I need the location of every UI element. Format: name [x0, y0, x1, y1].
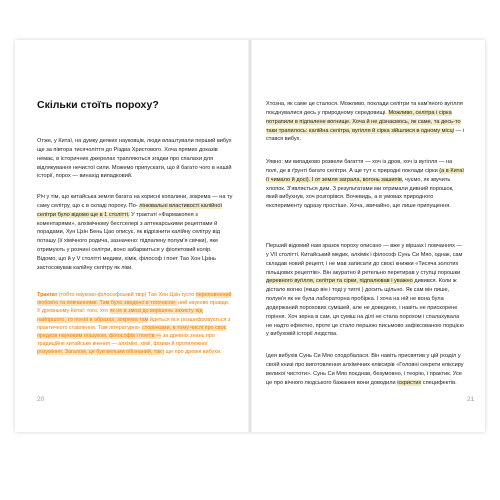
right-paragraph-4-start: Ідея вибухів Сунь Си Мяо сподобалася. Він навіть присвятив у цій розділ у своїй книзі про виготовлення алхімічних еліксирів «Головні секрети еліксиру великої чистоти». Сунь Си Мяо поєднав, безумовно, і теорію, і практик. Усе це про вічного людського бажання вони доводили	[266, 353, 464, 386]
right-paragraph-2-start: Уявно: ми випадково розвели багаття — хоч із дров, хоч із вугілля — на полі, де в ґрунті багато селітри. А ще тут є природні поклади сірки	[266, 159, 453, 174]
right-page	[250, 40, 485, 432]
sidenote-text: йдеться все розшифровується з практичного ставлення. Там літературно-	[37, 316, 231, 331]
sidenote-highlight: розуміння. Загалом, це був вельми обізнаний, так і	[37, 349, 165, 356]
left-paragraph-2	[37, 193, 233, 273]
sidenote-highlight: переповнений любов'ю та повчаннями. Там було зведено в тогочасне-	[37, 292, 232, 307]
right-paragraph-1-end: — і стався вибух.	[266, 127, 464, 143]
right-paragraph-3-start: Перший відомий нам зразок пороху описано — вже у віршах і повчаннях — у VII столітті. Китайський медик, алхімік і філософ Сунь Си Мяо, однак, сам складав новий рецепт, і не мав записати до своєї книжки «Тисяча золотих пільщових рецептів». Він акуратно й ретельно перетирав у ступці порошки	[266, 243, 463, 276]
right-paragraph-1-start: Хтозна, як саме це сталося. Можливо, поклади селітри та кам'яного вугілля поєднувалися десь у природному середовищі.	[266, 101, 463, 116]
right-paragraph-3	[266, 242, 464, 339]
right-paragraph-4-end: специфектів.	[421, 379, 457, 386]
right-paragraph-1	[266, 100, 464, 144]
highlighted-text: лінювальні властивості калійної селітри було відомо ще в 1 столітті.	[37, 202, 223, 218]
book-spread	[15, 40, 485, 432]
left-paragraph-1: Отже, у Китаї, на думку деяких науковців, люди влаштували перший вибух ще за півтора тисячоліття до Різдва Христового. Хоча прямих доказів немає, в історичних джерелах трапляються згадки про спалахи для відлякування нечистої сили. Можемо припускати, що й багато чого в нашій історії, порох — винахід випадковий.	[37, 138, 232, 180]
page-number-left: 20	[37, 396, 45, 403]
highlighted-text: деревного вугілля, селітри та сірки, підпалював і уважно	[266, 278, 413, 285]
sidenote-text: ний науково правди. У древньому Китаї: того, хто	[37, 300, 230, 315]
right-paragraph-4	[266, 352, 464, 387]
left-paragraph-2-end: У трактаті «Фармакопея з коментарями», алхімічному бестселері з аптекарськими рецептами й порадами, Хун Цзін Бень Цао описує, як відрізнити калійну селітру від поташу (її хімічного родича, зазначено: підпалену полум'я свічки), яке отримують у розчині селітри, воно забарвиться у фіолетовий колір. Відомо, що й у V столітті медики, хімік, філософ і поет Тао Хон Цзінь застосовував калійну селітру як ліки.	[37, 211, 220, 271]
left-paragraph-2-start: Річ у тім, що китайська земля багата на корисні копалини, зокрема — на ту саму селітру, що є в складі пороху. По-	[37, 194, 233, 209]
biography-sidenote	[37, 291, 232, 357]
sidenote-term: Трактат	[37, 292, 58, 298]
highlighted-text: Можливо, селітра і сірка потрапили в підпалене вогнище. Хоча й не дізнаємось, як саме, та десь-то таки трапилось: калійна селітра, вугілля й сірка зійшлися в одному місці	[266, 109, 461, 134]
sidenote-text: (тобто науково-філософський твір) Тао Хон Цзін густо	[58, 292, 195, 298]
highlighted-text: (а в Китаї її чимало й досі). І от земля заграла, вогонь зашипів	[266, 167, 464, 183]
highlighted-text: іскристих	[397, 379, 422, 386]
right-paragraph-3-end: дивився. Коли ж дістало вогню (якщо він і тоді у тиглі ) досить щільно. Як сам він пише, полум'я як не була лабораторна пробірка. І хоча на ній не вона була додержаний порохових сумішей, але не доведено, і навіть не прискорене горіння. Хоч зерна в сам, ця суміш на ділі не стала порохом і спалахувала не надто ефектно, проте це стало першою письмово зафіксованою порцією у вибуховій історії людства.	[266, 278, 464, 338]
left-page	[15, 40, 250, 432]
page-number-right: 21	[467, 396, 475, 403]
chapter-heading: Скільки стоїть пороху?	[37, 99, 159, 111]
sidenote-highlight: як не в змозі до вирішень захисту від найгіршого, то поезії в образах, зокрема там	[37, 308, 203, 323]
sidenote-highlight: сторінками, в тому числі про своє предков науковим пошуком, філософів і поетів —	[37, 324, 227, 340]
right-paragraph-2	[266, 158, 464, 211]
sidenote-text: ще про древні вибухи.	[165, 349, 222, 356]
sidenote-text: за древніх знань про традиційне китайське вчення — алхімію, хімії, фізики й протилежної	[37, 333, 215, 348]
right-paragraph-2-end: , чуємо, як звучить хлопок. З'являється дим. З результатами ми отримали дивний порошок, який вибухнув, хоч розгорівся. Вочевидь, а в умовах природного експерименту одразу простіше. Хоча, звичайно, ще лише припущення.	[266, 176, 454, 210]
